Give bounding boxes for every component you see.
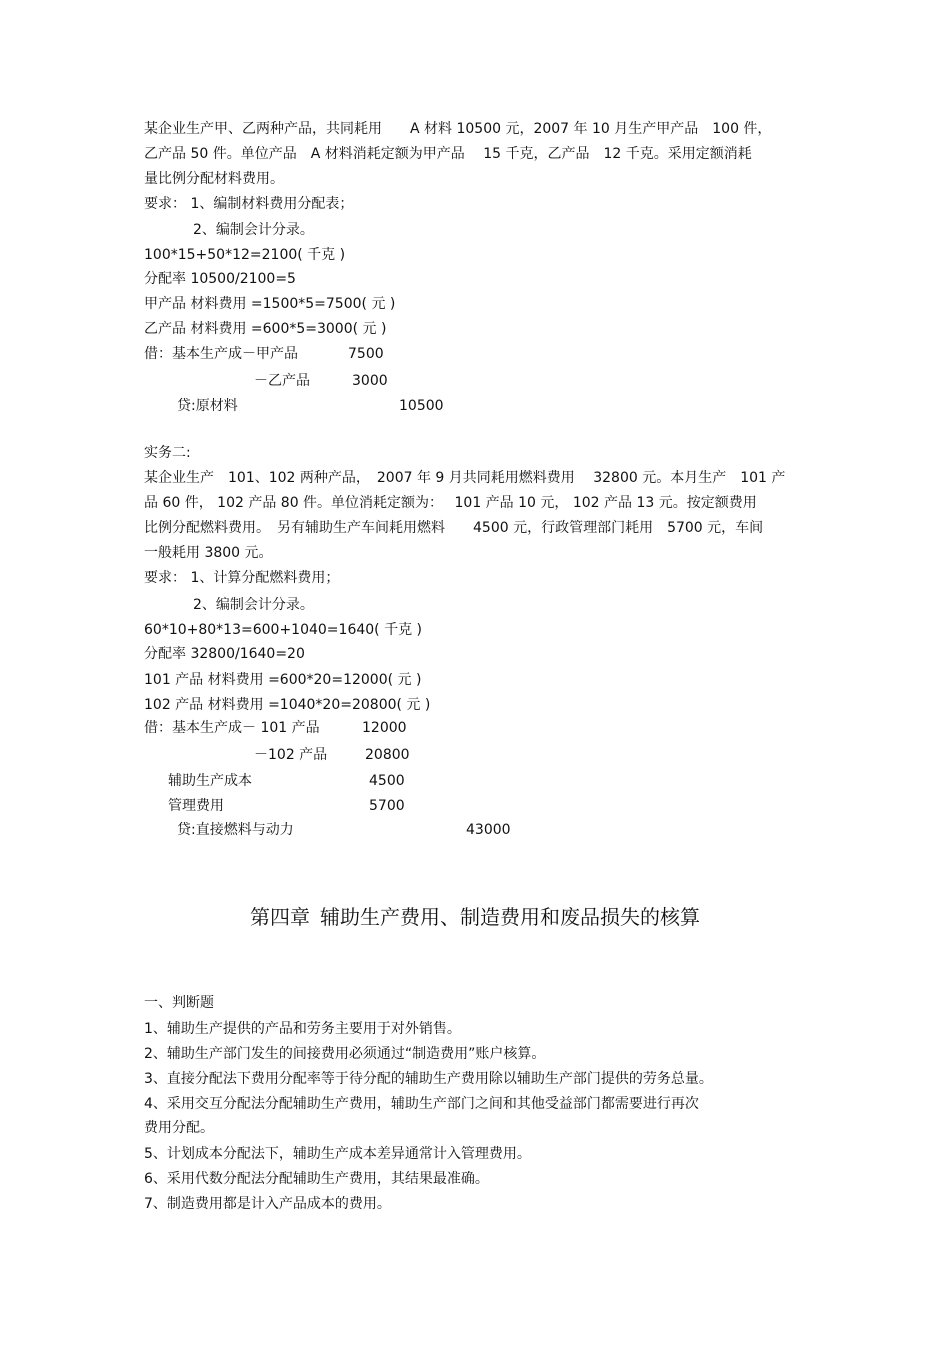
case1-debit-2-label: －乙产品 [254, 373, 310, 389]
case2-intro-line-3: 比例分配燃料费用。 另有辅助生产车间耗用燃料 4500 元，行政管理部门耗用 5700 元，车间 [144, 520, 764, 536]
chapter-number: 第四章 [250, 905, 310, 929]
question-item-3: 3、直接分配法下费用分配率等于待分配的辅助生产费用除以辅助生产部门提供的劳务总量。 [144, 1071, 713, 1087]
chapter-title: 辅助生产费用、制造费用和废品损失的核算 [320, 905, 700, 929]
question-item-5: 5、计划成本分配法下，辅助生产成本差异通常计入管理费用。 [144, 1146, 531, 1162]
section-heading: 一、判断题 [144, 995, 214, 1011]
case2-debit-1-amount: 12000 [362, 720, 407, 736]
question-item-4-continued: 费用分配。 [144, 1120, 214, 1136]
case1-intro-line-3: 量比例分配材料费用。 [144, 171, 284, 187]
case2-intro-line-2: 品 60 件， 102 产品 80 件。单位消耗定额为： 101 产品 10 元， 102 产品 13 元。按定额费用 [144, 495, 757, 511]
case2-requirement-1: 要求： 1、计算分配燃料费用； [144, 570, 340, 586]
case2-debit-2-amount: 20800 [365, 747, 410, 763]
case2-calc-line-4: 102 产品 材料费用 =1040*20=20800( 元 ) [144, 697, 431, 713]
case1-debit-1-label: 借：基本生产成－甲产品 [144, 346, 298, 362]
question-item-1: 1、辅助生产提供的产品和劳务主要用于对外销售。 [144, 1021, 461, 1037]
case1-requirement-1: 要求： 1、编制材料费用分配表； [144, 196, 354, 212]
case1-credit-amount: 10500 [399, 398, 444, 414]
case1-calc-line-4: 乙产品 材料费用 =600*5=3000( 元 ) [144, 321, 387, 337]
case1-debit-2-amount: 3000 [352, 373, 388, 389]
case2-calc-line-3: 101 产品 材料费用 =600*20=12000( 元 ) [144, 672, 422, 688]
case2-intro-line-4: 一般耗用 3800 元。 [144, 545, 273, 561]
case1-calc-line-2: 分配率 10500/2100=5 [144, 271, 296, 287]
case2-credit-amount: 43000 [466, 822, 511, 838]
case1-calc-line-3: 甲产品 材料费用 =1500*5=7500( 元 ) [144, 296, 396, 312]
case2-debit-4-label: 管理费用 [168, 798, 224, 814]
chapter-heading [0, 904, 950, 930]
case1-calc-line-1: 100*15+50*12=2100( 千克 ) [144, 247, 346, 263]
case1-debit-1-amount: 7500 [348, 346, 384, 362]
case1-intro-line-2: 乙产品 50 件。单位产品 A 材料消耗定额为甲产品 15 千克，乙产品 12 千克。采用定额消耗 [144, 146, 752, 162]
case2-debit-1-label: 借：基本生产成－ 101 产品 [144, 720, 320, 736]
case2-calc-line-2: 分配率 32800/1640=20 [144, 646, 305, 662]
case2-debit-3-label: 辅助生产成本 [168, 773, 252, 789]
question-item-7: 7、制造费用都是计入产品成本的费用。 [144, 1196, 391, 1212]
case2-debit-4-amount: 5700 [369, 798, 405, 814]
case1-intro-line-1: 某企业生产甲、乙两种产品，共同耗用 A 材料 10500 元，2007 年 10 月生产甲产品 100 件， [144, 121, 772, 137]
case1-requirement-2: 2、编制会计分录。 [193, 222, 314, 238]
case2-title: 实务二: [144, 445, 191, 461]
case2-debit-3-amount: 4500 [369, 773, 405, 789]
case2-credit-label: 贷:直接燃料与动力 [177, 822, 294, 838]
question-item-2: 2、辅助生产部门发生的间接费用必须通过“制造费用”账户核算。 [144, 1046, 546, 1062]
question-item-6: 6、采用代数分配法分配辅助生产费用，其结果最准确。 [144, 1171, 489, 1187]
case2-debit-2-label: －102 产品 [254, 747, 328, 763]
case2-calc-line-1: 60*10+80*13=600+1040=1640( 千克 ) [144, 622, 422, 638]
case1-credit-label: 贷:原材料 [177, 398, 238, 414]
case2-requirement-2: 2、编制会计分录。 [193, 597, 314, 613]
question-item-4: 4、采用交互分配法分配辅助生产费用，辅助生产部门之间和其他受益部门都需要进行再次 [144, 1096, 699, 1112]
case2-intro-line-1: 某企业生产 101、102 两种产品， 2007 年 9 月共同耗用燃料费用 32800 元。本月生产 101 产 [144, 470, 786, 486]
